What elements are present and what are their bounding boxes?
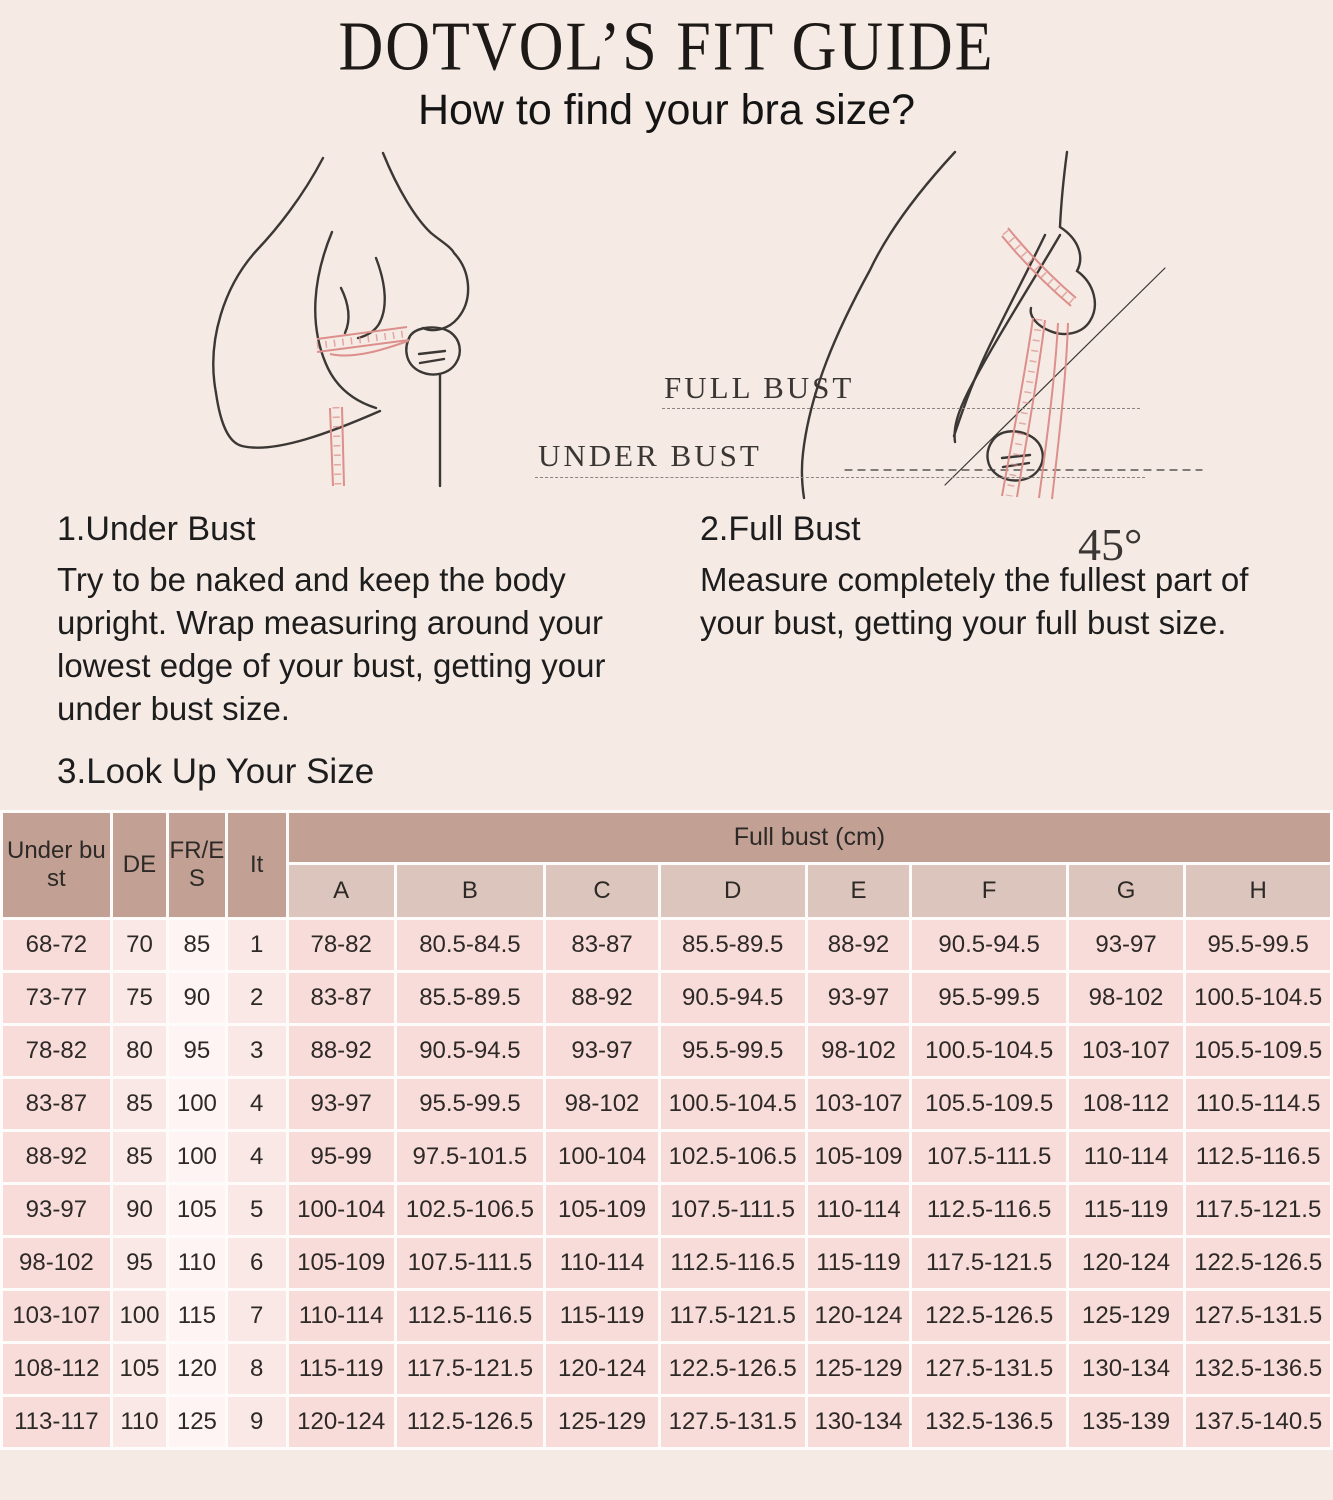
- full-bust-range-cell: 90.5-94.5: [661, 973, 805, 1023]
- under-bust-cell: 78-82: [3, 1026, 110, 1076]
- full-bust-range-cell: 95.5-99.5: [661, 1026, 805, 1076]
- full-bust-range-cell: 115-119: [546, 1291, 658, 1341]
- de-size-cell: 100: [113, 1291, 166, 1341]
- it-size-cell: 5: [228, 1185, 286, 1235]
- full-bust-range-cell: 107.5-111.5: [397, 1238, 544, 1288]
- full-bust-range-cell: 120-124: [808, 1291, 910, 1341]
- de-size-cell: 110: [113, 1397, 166, 1447]
- full-bust-range-cell: 130-134: [808, 1397, 910, 1447]
- full-bust-range-cell: 83-87: [289, 973, 394, 1023]
- lookup-size-heading: 3.Look Up Your Size: [57, 752, 375, 791]
- full-bust-range-cell: 80.5-84.5: [397, 920, 544, 970]
- full-bust-range-cell: 108-112: [1069, 1079, 1184, 1129]
- instruction-under-bust-heading: 1.Under Bust: [57, 510, 256, 548]
- full-bust-range-cell: 85.5-89.5: [397, 973, 544, 1023]
- size-row: [3, 973, 1330, 1023]
- size-row: [3, 1079, 1330, 1129]
- full-bust-range-cell: 127.5-131.5: [1186, 1291, 1330, 1341]
- cup-header-cell: G: [1069, 865, 1184, 917]
- de-size-cell: 85: [113, 1079, 166, 1129]
- full-bust-range-cell: 132.5-136.5: [1186, 1344, 1330, 1394]
- de-size-cell: 90: [113, 1185, 166, 1235]
- under-bust-cell: 73-77: [3, 973, 110, 1023]
- full-bust-range-cell: 90.5-94.5: [912, 920, 1065, 970]
- fr-es-size-cell: 120: [169, 1344, 224, 1394]
- instruction-full-bust: [700, 510, 1300, 645]
- full-bust-range-cell: 125-129: [808, 1344, 910, 1394]
- size-table-body: [3, 920, 1330, 1447]
- fr-es-size-cell: 110: [169, 1238, 224, 1288]
- full-bust-range-cell: 107.5-111.5: [912, 1132, 1065, 1182]
- full-bust-range-cell: 127.5-131.5: [912, 1344, 1065, 1394]
- full-bust-range-cell: 135-139: [1069, 1397, 1184, 1447]
- full-bust-range-cell: 117.5-121.5: [397, 1344, 544, 1394]
- full-bust-range-cell: 115-119: [808, 1238, 910, 1288]
- full-bust-range-cell: 115-119: [1069, 1185, 1184, 1235]
- full-bust-range-cell: 93-97: [1069, 920, 1184, 970]
- cup-header-cell: D: [661, 865, 805, 917]
- full-bust-range-cell: 112.5-116.5: [397, 1291, 544, 1341]
- cup-header-cell: B: [397, 865, 544, 917]
- corner-header-cell: It: [228, 813, 286, 917]
- full-bust-range-cell: 102.5-106.5: [661, 1132, 805, 1182]
- full-bust-range-cell: 100-104: [289, 1185, 394, 1235]
- full-bust-range-cell: 110-114: [1069, 1132, 1184, 1182]
- full-bust-range-cell: 98-102: [546, 1079, 658, 1129]
- instruction-full-bust-body: Measure completely the fullest part of your bust, getting your full bust size.: [700, 561, 1249, 641]
- full-bust-span-header: Full bust (cm): [289, 813, 1330, 862]
- full-bust-range-cell: 127.5-131.5: [661, 1397, 805, 1447]
- full-bust-range-cell: 103-107: [1069, 1026, 1184, 1076]
- fr-es-size-cell: 95: [169, 1026, 224, 1076]
- fr-es-size-cell: 115: [169, 1291, 224, 1341]
- size-table-head: [3, 813, 1330, 917]
- full-bust-range-cell: 93-97: [546, 1026, 658, 1076]
- it-size-cell: 2: [228, 973, 286, 1023]
- full-bust-range-cell: 98-102: [1069, 973, 1184, 1023]
- fr-es-size-cell: 105: [169, 1185, 224, 1235]
- full-bust-range-cell: 88-92: [289, 1026, 394, 1076]
- full-bust-range-cell: 97.5-101.5: [397, 1132, 544, 1182]
- size-row: [3, 1132, 1330, 1182]
- size-row: [3, 1344, 1330, 1394]
- instruction-full-bust-heading: 2.Full Bust: [700, 510, 861, 548]
- full-bust-range-cell: 93-97: [289, 1079, 394, 1129]
- it-size-cell: 4: [228, 1132, 286, 1182]
- cup-header-cell: H: [1186, 865, 1330, 917]
- de-size-cell: 95: [113, 1238, 166, 1288]
- instruction-under-bust-body: Try to be naked and keep the body upright. Wrap measuring around your lowest edge of your bust, getting your under bust size.: [57, 561, 606, 727]
- it-size-cell: 8: [228, 1344, 286, 1394]
- size-row: [3, 1026, 1330, 1076]
- corner-header-cell: FR/ES: [169, 813, 224, 917]
- full-bust-range-cell: 98-102: [808, 1026, 910, 1076]
- cup-header-cell: A: [289, 865, 394, 917]
- angle-label: 45°: [1078, 519, 1143, 570]
- full-bust-range-cell: 105.5-109.5: [912, 1079, 1065, 1129]
- de-size-cell: 75: [113, 973, 166, 1023]
- under-bust-cell: 113-117: [3, 1397, 110, 1447]
- side-measure-illustration: [740, 140, 1333, 500]
- page-title: DOTVOL’S FIT GUIDE: [338, 9, 995, 86]
- full-bust-range-cell: 122.5-126.5: [661, 1344, 805, 1394]
- under-bust-cell: 108-112: [3, 1344, 110, 1394]
- full-bust-range-cell: 95.5-99.5: [397, 1079, 544, 1129]
- fr-es-size-cell: 90: [169, 973, 224, 1023]
- full-bust-range-cell: 112.5-116.5: [912, 1185, 1065, 1235]
- full-bust-range-cell: 103-107: [808, 1079, 910, 1129]
- under-bust-cell: 88-92: [3, 1132, 110, 1182]
- full-bust-range-cell: 112.5-126.5: [397, 1397, 544, 1447]
- full-bust-range-cell: 120-124: [1069, 1238, 1184, 1288]
- full-bust-range-cell: 95.5-99.5: [912, 973, 1065, 1023]
- full-bust-label: FULL BUST: [664, 370, 855, 405]
- full-bust-range-cell: 95.5-99.5: [1186, 920, 1330, 970]
- full-bust-range-cell: 107.5-111.5: [661, 1185, 805, 1235]
- full-bust-range-cell: 117.5-121.5: [1186, 1185, 1330, 1235]
- full-bust-range-cell: 88-92: [808, 920, 910, 970]
- full-bust-range-cell: 115-119: [289, 1344, 394, 1394]
- full-bust-range-cell: 90.5-94.5: [397, 1026, 544, 1076]
- it-size-cell: 3: [228, 1026, 286, 1076]
- size-table: [0, 810, 1333, 1450]
- under-bust-cell: 98-102: [3, 1238, 110, 1288]
- cup-header-cell: F: [912, 865, 1065, 917]
- full-bust-range-cell: 122.5-126.5: [912, 1291, 1065, 1341]
- full-bust-range-cell: 100.5-104.5: [912, 1026, 1065, 1076]
- full-bust-range-cell: 88-92: [546, 973, 658, 1023]
- fr-es-size-cell: 100: [169, 1079, 224, 1129]
- full-bust-range-cell: 100-104: [546, 1132, 658, 1182]
- full-bust-range-cell: 100.5-104.5: [1186, 973, 1330, 1023]
- full-bust-range-cell: 102.5-106.5: [397, 1185, 544, 1235]
- size-row: [3, 1238, 1330, 1288]
- full-bust-range-cell: 100.5-104.5: [661, 1079, 805, 1129]
- full-bust-range-cell: 125-129: [546, 1397, 658, 1447]
- full-bust-range-cell: 120-124: [546, 1344, 658, 1394]
- under-bust-cell: 103-107: [3, 1291, 110, 1341]
- it-size-cell: 7: [228, 1291, 286, 1341]
- size-row: [3, 920, 1330, 970]
- full-bust-range-cell: 78-82: [289, 920, 394, 970]
- it-size-cell: 4: [228, 1079, 286, 1129]
- full-bust-range-cell: 105.5-109.5: [1186, 1026, 1330, 1076]
- full-bust-range-cell: 112.5-116.5: [661, 1238, 805, 1288]
- full-bust-range-cell: 130-134: [1069, 1344, 1184, 1394]
- size-row: [3, 1185, 1330, 1235]
- full-bust-range-cell: 110.5-114.5: [1186, 1079, 1330, 1129]
- de-size-cell: 80: [113, 1026, 166, 1076]
- fr-es-size-cell: 125: [169, 1397, 224, 1447]
- under-bust-cell: 68-72: [3, 920, 110, 970]
- de-size-cell: 105: [113, 1344, 166, 1394]
- full-bust-range-cell: 125-129: [1069, 1291, 1184, 1341]
- de-size-cell: 85: [113, 1132, 166, 1182]
- page-subtitle: How to find your bra size?: [417, 86, 916, 134]
- fr-es-size-cell: 100: [169, 1132, 224, 1182]
- under-bust-cell: 83-87: [3, 1079, 110, 1129]
- full-bust-range-cell: 132.5-136.5: [912, 1397, 1065, 1447]
- corner-header-cell: Under bust: [3, 813, 110, 917]
- full-bust-range-cell: 95-99: [289, 1132, 394, 1182]
- full-bust-range-cell: 122.5-126.5: [1186, 1238, 1330, 1288]
- full-bust-range-cell: 105-109: [289, 1238, 394, 1288]
- it-size-cell: 1: [228, 920, 286, 970]
- full-bust-range-cell: 85.5-89.5: [661, 920, 805, 970]
- size-row: [3, 1291, 1330, 1341]
- full-bust-range-cell: 117.5-121.5: [661, 1291, 805, 1341]
- instruction-under-bust: [57, 510, 672, 731]
- it-size-cell: 9: [228, 1397, 286, 1447]
- full-bust-range-cell: 110-114: [289, 1291, 394, 1341]
- cup-header-cell: C: [546, 865, 658, 917]
- full-bust-range-cell: 112.5-116.5: [1186, 1132, 1330, 1182]
- size-row: [3, 1397, 1330, 1447]
- de-size-cell: 70: [113, 920, 166, 970]
- under-bust-cell: 93-97: [3, 1185, 110, 1235]
- fr-es-size-cell: 85: [169, 920, 224, 970]
- full-bust-range-cell: 110-114: [546, 1238, 658, 1288]
- full-bust-range-cell: 137.5-140.5: [1186, 1397, 1330, 1447]
- under-bust-label: UNDER BUST: [538, 438, 762, 473]
- full-bust-range-cell: 93-97: [808, 973, 910, 1023]
- it-size-cell: 6: [228, 1238, 286, 1288]
- full-bust-range-cell: 105-109: [808, 1132, 910, 1182]
- cup-header-cell: E: [808, 865, 910, 917]
- full-bust-range-cell: 83-87: [546, 920, 658, 970]
- full-bust-range-cell: 105-109: [546, 1185, 658, 1235]
- full-bust-range-cell: 110-114: [808, 1185, 910, 1235]
- under-bust-dash-line: [535, 477, 1145, 478]
- full-bust-range-cell: 117.5-121.5: [912, 1238, 1065, 1288]
- full-bust-range-cell: 120-124: [289, 1397, 394, 1447]
- full-bust-dash-line: [662, 408, 1140, 409]
- corner-header-cell: DE: [113, 813, 166, 917]
